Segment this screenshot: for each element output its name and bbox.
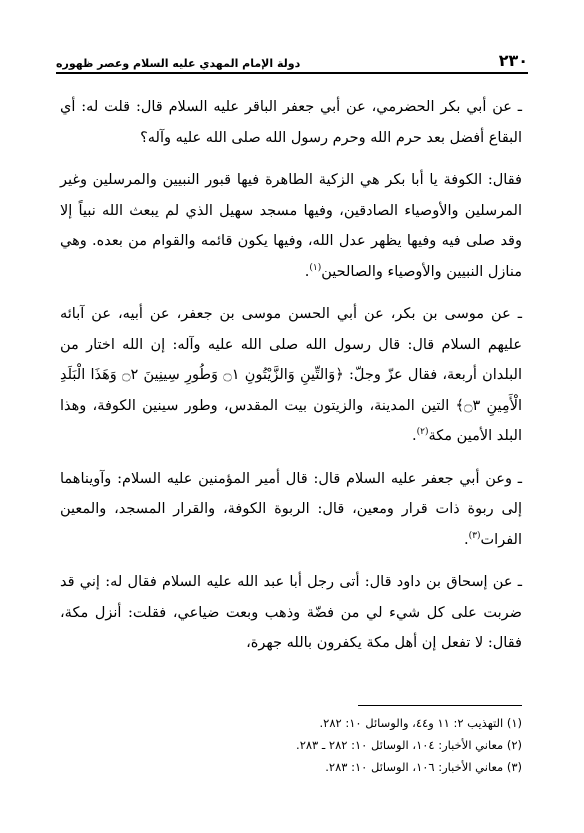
footnote-1: (١) التهذيب ٢: ١١ و٤٤، والوسائل ١٠: ٢٨٢. (319, 716, 522, 730)
paragraph-5-text: ـ عن إسحاق بن داود قال: أتى رجل أبا عبد الله عليه السلام فقال له: إني قد ضربت على كل شيء لي من فضّة وذهب وبعت ضياعي، فقلت: أنزل مكة، فقال: لا تفعل إن أهل مكة يكفرون بالله جهرة، (60, 574, 522, 651)
paragraph-2-end: . (304, 263, 310, 280)
footnote-ref-3[interactable]: (٣) (468, 530, 481, 541)
paragraph-3 (60, 299, 522, 452)
paragraph-5 (60, 567, 522, 659)
paragraph-3-text-b: التين المدينة، والزيتون بيت المقدس، وطور سينين الكوفة، وهذا البلد الأمين مكة (60, 397, 522, 444)
paragraph-1 (60, 92, 522, 153)
page-header (56, 40, 528, 70)
paragraph-2 (60, 165, 522, 287)
footnote-2: (٢) معاني الأخبار: ١٠٤، الوسائل ١٠: ٢٨٢ ـ ٢٨٣. (296, 738, 522, 752)
footnote-ref-2[interactable]: (٢) (416, 427, 429, 438)
header-divider (56, 72, 528, 74)
paragraph-1-text: ـ عن أبي بكر الحضرمي، عن أبي جعفر الباقر عليه السلام قال: قلت له: أي البقاع أفضل بعد حرم الله وحرم رسول الله صلى الله عليه وآله؟ (60, 99, 522, 146)
quran-verse: ﴿وَالتِّينِ وَالزَّيْتُونِ ۝١ وَطُورِ سِينِينَ ۝٢ وَهَذَا الْبَلَدِ الْأَمِينِ ۝٣﴾ (60, 367, 522, 414)
paragraph-3-end: . (412, 428, 417, 444)
footnotes (60, 712, 522, 778)
page-number: ٢٣٠ (498, 51, 528, 70)
main-text (60, 92, 522, 671)
paragraph-4 (60, 464, 522, 556)
paragraph-4-text: ـ وعن أبي جعفر عليه السلام قال: قال أمير المؤمنين عليه السلام: وآويناهما إلى ربوة ذات قرار ومعين، قال: الربوة الكوفة، والقرار المسجد، والمعين الفرات (60, 470, 522, 548)
running-title: دولة الإمام المهدي عليه السلام وعصر ظهوره (56, 57, 301, 70)
footnote-3: (٣) معاني الأخبار: ١٠٦، الوسائل ١٠: ٢٨٣. (325, 760, 522, 774)
paragraph-3-text-a: ـ عن موسى بن بكر، عن أبي الحسن موسى بن جعفر، عن أبيه، عن آبائه عليهم السلام قال: قال رسول الله صلى الله عليه وآله: إن الله اختار من البلدان أربعة، فقال عزّ وجلّ: (60, 306, 522, 383)
footnote-divider (358, 705, 522, 706)
paragraph-2-text: فقال: الكوفة يا أبا بكر هي الزكية الطاهرة فيها قبور النبيين والمرسلين وغير المرسلين والأوصياء الصادقين، وفيها مسجد سهيل الذي لم يبعث الله نبياً إلا وقد صلى فيه وفيها يظهر عدل الله، وفيها يكون قائمه والقوام من بعده. وهي منازل النبيين والأوصياء والصالحين (60, 172, 522, 280)
paragraph-4-end: . (464, 531, 469, 548)
footnote-ref-1[interactable]: (١) (309, 262, 322, 273)
